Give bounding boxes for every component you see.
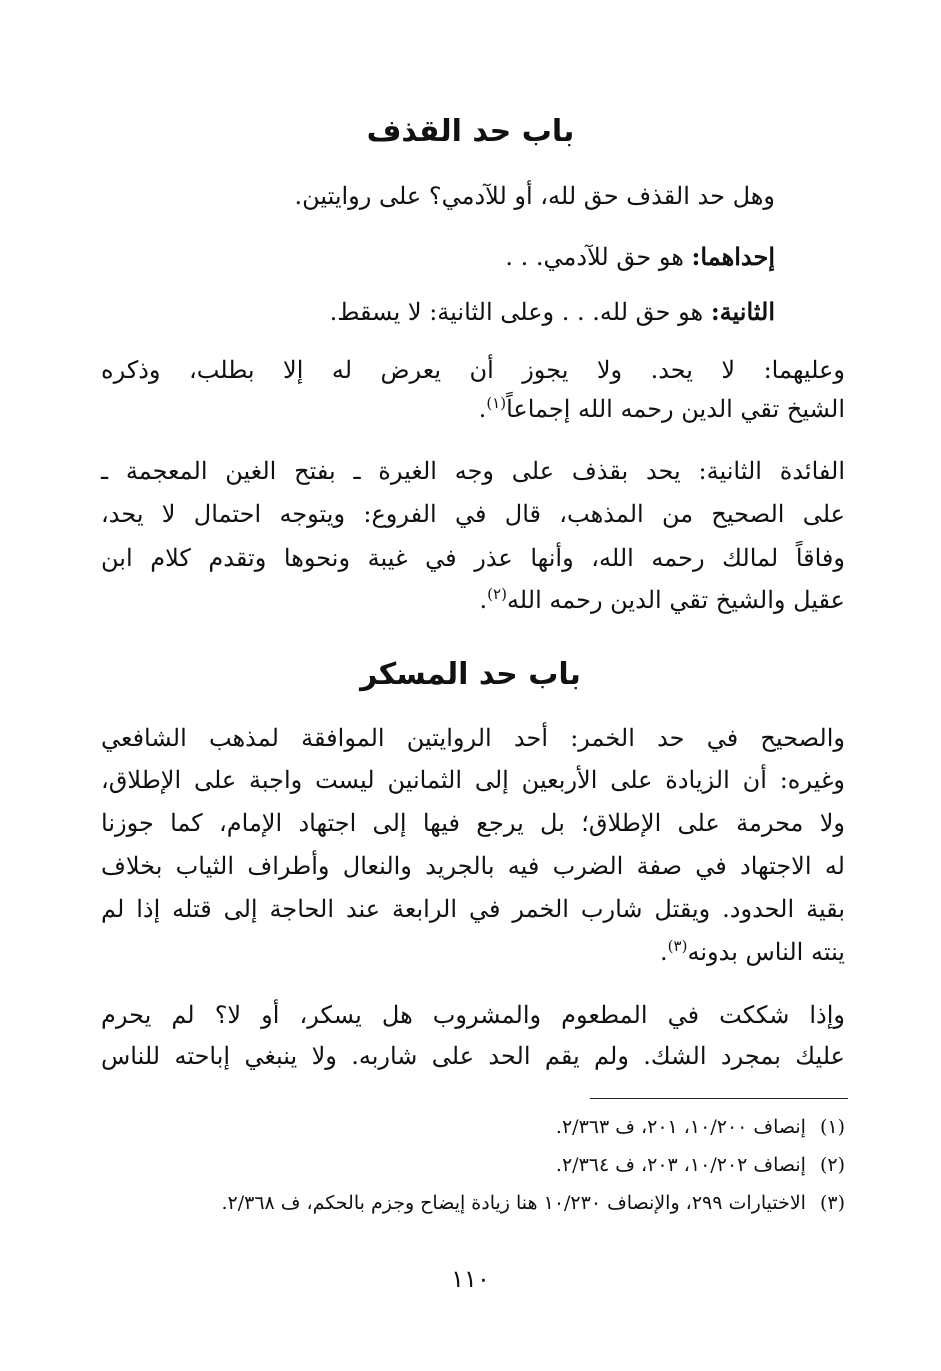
footnote-3	[221, 1188, 845, 1218]
paragraph-text: .	[478, 395, 487, 423]
paragraph-text: ينته الناس بدونه	[687, 938, 845, 966]
footnote-text: إنصاف ١٠/٢٠٠، ٢٠١، ف ٢/٣٦٣.	[555, 1116, 806, 1138]
paragraph-line: وإذا شككت في المطعوم والمشروب هل يسكر، أو لا؟ لم يحرم	[101, 1001, 845, 1029]
footnote-text: إنصاف ١٠/٢٠٢، ٢٠٣، ف ٢/٣٦٤.	[555, 1154, 806, 1176]
footnote-ref-2[interactable]: (٢)	[487, 585, 507, 603]
footnote-number: (٣)	[819, 1192, 845, 1214]
label-second: الثانية:	[710, 297, 775, 326]
paragraph-line: ولا محرمة على الإطلاق؛ بل يرجع فيها إلى اجتهاد الإمام، كما جوزنا	[101, 809, 845, 837]
paragraph-line	[660, 932, 845, 972]
footnote-number: (١)	[819, 1116, 845, 1138]
paragraph-line: وعليهما: لا يحد. ولا يجوز أن يعرض له إلا بطلب، وذكره	[101, 356, 845, 384]
footnote-ref-1[interactable]: (١)	[486, 394, 507, 412]
footnote-1	[556, 1112, 845, 1142]
paragraph-line: عليك بمجرد الشك. ولم يقم الحد على شاربه. ولا ينبغي إباحته للناس	[101, 1042, 845, 1070]
paragraph-text: هو حق للآدمي. . .	[505, 243, 692, 271]
paragraph-line: وفاقاً لمالك رحمه الله، وأنها عذر في غيبة ونحوها وتقدم كلام ابن	[101, 544, 845, 572]
paragraph-line	[480, 580, 845, 620]
footnote-text: الاختيارات ٢٩٩، والإنصاف ١٠/٢٣٠ هنا زيادة إيضاح وجزم بالحكم، ف ٢/٣٦٨.	[221, 1192, 806, 1214]
paragraph-line: والصحيح في حد الخمر: أحد الروايتين الموافقة لمذهب الشافعي	[101, 724, 845, 752]
paragraph-line: له الاجتهاد في صفة الضرب فيه بالجريد والنعال وأطراف الثياب بخلاف	[101, 852, 845, 880]
footnote-separator	[590, 1098, 848, 1099]
paragraph-line: على الصحيح من المذهب، قال في الفروع: ويتوجه احتمال لا يحد،	[101, 500, 845, 528]
footnote-number: (٢)	[819, 1154, 845, 1176]
paragraph-line: بقية الحدود. ويقتل شارب الخمر في الرابعة عند الحاجة إلى قتله إذا لم	[101, 895, 845, 923]
section-title-muskir: باب حد المسكر	[360, 657, 581, 692]
paragraph-line	[505, 237, 775, 277]
paragraph-line	[330, 292, 775, 332]
footnote-ref-3[interactable]: (٣)	[667, 937, 688, 955]
paragraph-text: .	[479, 586, 488, 614]
label-first: إحداهما:	[691, 242, 775, 271]
paragraph-line: وغيره: أن الزيادة على الأربعين إلى الثمانين ليست واجبة على الإطلاق،	[101, 766, 845, 794]
paragraph-text: عقيل والشيخ تقي الدين رحمه الله	[506, 586, 845, 614]
paragraph-text: هو حق لله. . . وعلى الثانية: لا يسقط.	[329, 298, 711, 326]
paragraph-line: وهل حد القذف حق لله، أو للآدمي؟ على روايتين.	[294, 182, 775, 210]
paragraph-line: الفائدة الثانية: يحد بقذف على وجه الغيرة ـ بفتح الغين المعجمة ـ	[101, 457, 845, 485]
section-title-qadhf: باب حد القذف	[366, 114, 575, 149]
page-number: ١١٠	[451, 1265, 490, 1293]
paragraph-text: .	[660, 938, 668, 966]
paragraph-text: الشيخ تقي الدين رحمه الله إجماعاً	[506, 395, 845, 423]
paragraph-line	[479, 389, 845, 429]
footnote-2	[556, 1150, 845, 1180]
